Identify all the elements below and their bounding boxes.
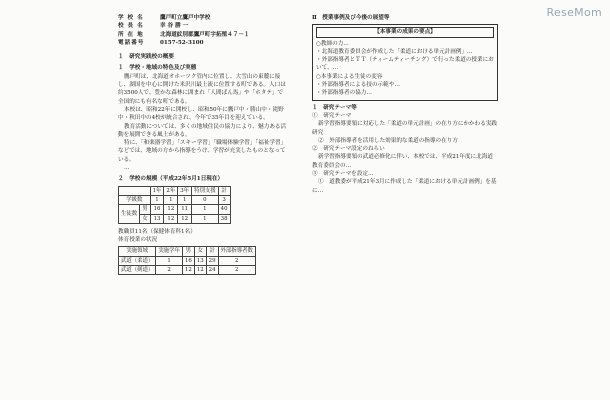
table-cell: 生徒数 xyxy=(119,205,140,224)
table-cell: 12 xyxy=(164,205,178,214)
left-column xyxy=(118,14,288,275)
header-key: 学 校 名 xyxy=(118,15,144,21)
school-size-table xyxy=(118,186,231,224)
table-cell: 女 xyxy=(140,214,150,223)
table-cell: 3 xyxy=(218,195,230,204)
paragraph: 鷹戸町は、北海道オホーツク管内に位置し、大雪山の東麓に接し、湖国を中心に開けた米沢川最上流に位置する町である。人口は約3500人で、豊かな森林に囲まれ「人間ばん馬」や「ホタテ」で全国的にも有名な町である。 xyxy=(118,73,286,105)
header-phone xyxy=(118,39,288,47)
table-cell: 武道（柔道） xyxy=(119,256,156,265)
header-value: 幸 谷 勝 一 xyxy=(160,23,189,30)
table-header-cell: 3年 xyxy=(178,186,192,195)
table-cell: 40 xyxy=(218,205,230,214)
table-cell: 13 xyxy=(194,256,206,265)
table-cell: 1 xyxy=(150,195,164,204)
results-summary-box xyxy=(312,24,498,100)
box-title: 【本事業の成果の要点】 xyxy=(316,27,494,37)
header-key: 所 在 地 xyxy=(118,31,144,38)
list-item: ・外部指導者による技の示範や… xyxy=(316,82,400,89)
table-caption: 体育授業の状況 xyxy=(118,237,158,244)
header-principal xyxy=(118,22,288,30)
subsection-title: ２ 学校の規模（平成22年5月1日現在） xyxy=(118,176,224,183)
header-value: 鷹戸町立鷹戸中学校 xyxy=(160,15,211,21)
table-cell: 2 xyxy=(156,266,183,275)
table-cell: 12 xyxy=(178,214,192,223)
watermark-logo: ReseMom xyxy=(546,6,602,19)
paragraph: ① 道教委が平成21年3月に作成した「柔道における単元計画例」を基に… xyxy=(312,179,497,194)
table-row xyxy=(119,266,256,275)
subsection-title: １ 研究テーマ等 xyxy=(312,104,357,111)
paragraph: 教育活動については、多くの地域住民の協力により、魅力ある活動を展開できる風土がある。 xyxy=(118,123,287,138)
table-row xyxy=(119,205,231,214)
section-title: １ 研究実践校の概要 xyxy=(118,54,174,61)
table-cell: 29 xyxy=(206,256,218,265)
paragraph: … xyxy=(124,165,130,172)
table-cell: 12 xyxy=(182,266,194,275)
paragraph: 特に、「和楽器学習」「スキー学習」「職場体験学習」「福祉学習」などでは、地域の方から指導をうけ、学習が充実したものとなっている。 xyxy=(118,140,287,163)
table-header-cell: 特別支援 xyxy=(192,186,219,195)
table-cell: 2 xyxy=(218,266,255,275)
paragraph: 新学習指導要領の武道必修化に伴い、本校では、平成21年度に北海道教育委員会の… xyxy=(312,154,493,169)
table-cell: 武道（剣道） xyxy=(119,266,156,275)
staff-note: 教職員11名（保健体育科1名） xyxy=(118,228,196,235)
table-header-row xyxy=(119,186,231,195)
paragraph: ② 外部指導者を活用した効果的な柔道の指導の在り方 xyxy=(318,137,458,144)
list-item: ・外部指導者とＴＴ（ティームティーチング）で行った柔道の授業において、… xyxy=(316,57,494,72)
table-cell: 24 xyxy=(206,266,218,275)
table-header-cell: 男 xyxy=(182,247,194,256)
header-key: 校 長 名 xyxy=(118,23,144,30)
header-value: 北海道紋別郡鷹戸町字拓殖４７－１ xyxy=(160,31,250,38)
table-cell: 男 xyxy=(140,205,150,214)
table-cell: 13 xyxy=(150,214,164,223)
right-column xyxy=(312,14,498,195)
table-row xyxy=(119,256,256,265)
table-header-cell: 2年 xyxy=(164,186,178,195)
list-item: ・外部指導者の協力… xyxy=(316,90,372,97)
table-header-cell: 女 xyxy=(194,247,206,256)
table-header-cell: 計 xyxy=(218,186,230,195)
header-school-name xyxy=(118,14,288,22)
header-key: 電話番号 xyxy=(118,39,145,46)
section-title: Ⅱ 授業事例及び今後の展望等 xyxy=(312,15,390,21)
subsection-title: ② 研究テーマ設定のねらい xyxy=(312,146,385,153)
table-cell: 1 xyxy=(192,214,219,223)
header-value: 0157-52-3100 xyxy=(160,39,204,46)
table-cell: 12 xyxy=(164,214,178,223)
table-header-cell: 実施学年 xyxy=(156,247,183,256)
table-header-cell: 1年 xyxy=(150,186,164,195)
subsection-title: ③ 研究テーマを設定… xyxy=(312,171,374,178)
table-row xyxy=(119,195,231,204)
list-item: ・北海道教育委員会が作成した「柔道における単元計画例」… xyxy=(316,48,473,55)
list-item: ○教師の力… xyxy=(316,40,349,47)
header-address xyxy=(118,31,288,39)
table-cell: 1 xyxy=(192,205,219,214)
table-header-cell: 実施領域 xyxy=(119,247,156,256)
pe-class-table xyxy=(118,246,256,275)
table-cell: 1 xyxy=(156,256,183,265)
table-header-row xyxy=(119,247,256,256)
table-header-cell xyxy=(119,186,151,195)
table-cell: 38 xyxy=(218,214,230,223)
table-cell: 1 xyxy=(164,195,178,204)
table-cell: 12 xyxy=(194,266,206,275)
list-item: ○本事業による生徒の変容 xyxy=(316,73,383,80)
table-header-cell: 計 xyxy=(206,247,218,256)
table-cell: 学級数 xyxy=(119,195,151,204)
table-cell: 16 xyxy=(182,256,194,265)
table-cell: 0 xyxy=(192,195,219,204)
table-cell: 11 xyxy=(178,205,192,214)
subsection-title: ① 研究テーマ xyxy=(312,112,352,119)
subsection-title: １ 学校・地域の特色及び実態 xyxy=(118,65,197,72)
table-cell: 16 xyxy=(150,205,164,214)
paragraph: 本校は、昭和22年に開校し、昭和50年に鷹戸中・勝山中・滝野中・秋田中の4校が統合され、今年で35年目を迎えている。 xyxy=(118,106,284,122)
table-cell: 1 xyxy=(178,195,192,204)
table-cell: 2 xyxy=(218,256,255,265)
table-header-cell: 外部指導者数 xyxy=(218,247,255,256)
paragraph: 新学習指導要領に対応した「柔道の単元計画」の在り方にかかわる実践研究 xyxy=(312,121,498,136)
